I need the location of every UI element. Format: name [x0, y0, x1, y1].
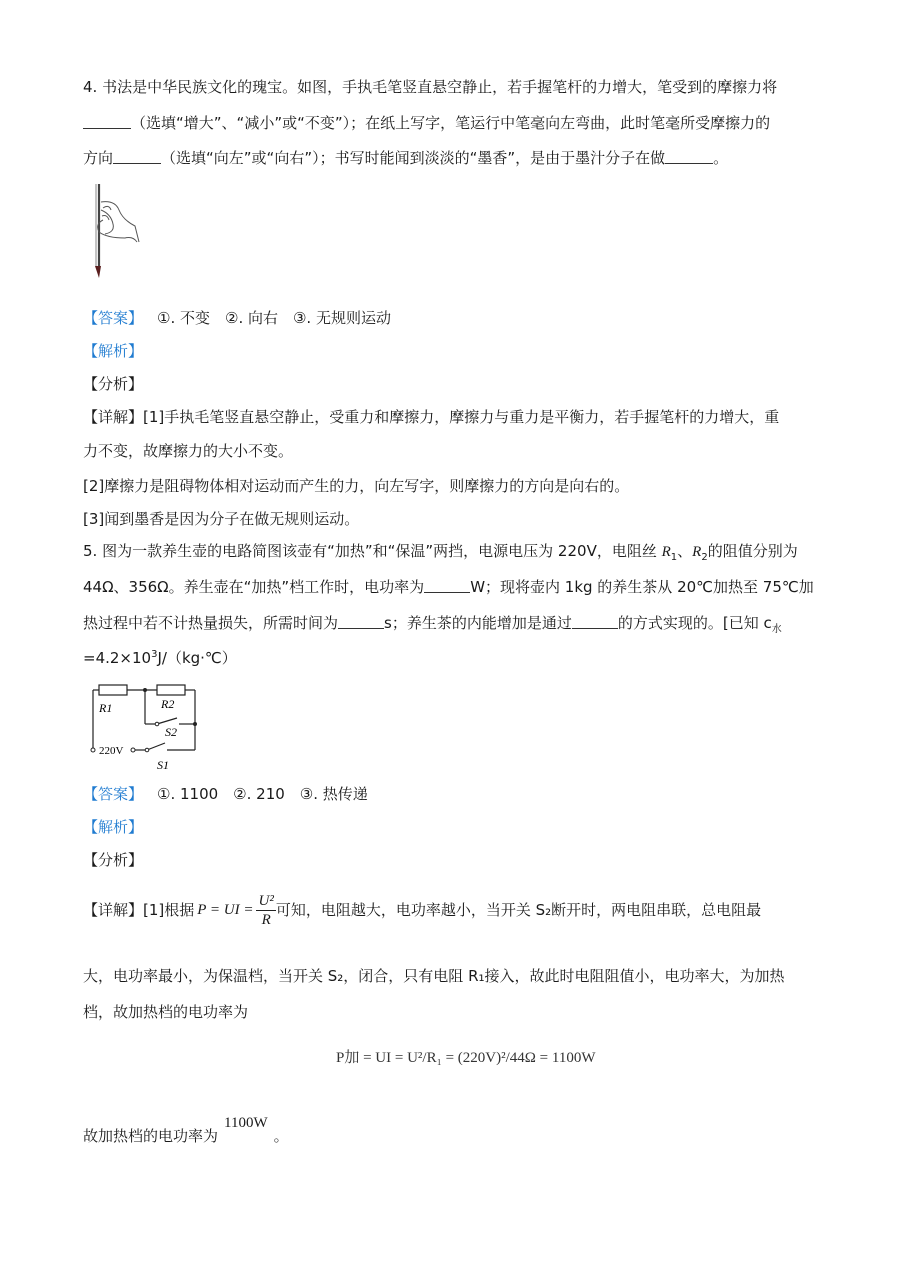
- q4-answer-line: [83, 308, 391, 328]
- q5-line3-c: 的方式实现的。[已知 c: [617, 614, 772, 632]
- brush-hand-figure: [85, 180, 145, 280]
- q5-line1: [83, 541, 798, 562]
- formula-lhs: P = UI =: [197, 902, 254, 918]
- detail-1a-pre: [1]根据: [143, 901, 195, 919]
- q5-detail-1a: [83, 888, 761, 932]
- blank-2[interactable]: [113, 149, 161, 164]
- q5-line4-b: J/（kg·℃）: [157, 649, 237, 667]
- q4-line3-b: （选填“向左”或“向右”）；书写时能闻到淡淡的“墨香”，是由于墨汁分子在做: [161, 149, 666, 167]
- voltage-label: 220V: [99, 745, 124, 757]
- q5-answer-text: ①. 1100 ②. 210 ③. 热传递: [157, 785, 368, 803]
- q5-line3-b: s；养生茶的内能增加是通过: [384, 614, 572, 632]
- q5-line1-a: 5. 图为一款养生壶的电路简图该壶有“加热”和“保温”两挡，电源电压为 220V，电阻丝: [83, 542, 662, 560]
- final-pre: 故加热档的电功率为: [83, 1127, 219, 1145]
- q5-line2-a: 44Ω、356Ω。养生壶在“加热”档工作时，电功率为: [83, 578, 425, 596]
- blank-6[interactable]: [572, 614, 618, 629]
- q4-analysis-tag: 【解析】: [83, 342, 144, 360]
- q5-line4-a: =4.2×10: [83, 649, 152, 667]
- r2-resistor: [157, 685, 185, 695]
- blank-4[interactable]: [424, 578, 470, 593]
- q4-fenxi: 【分析】: [83, 375, 144, 393]
- q4-line2: [83, 113, 770, 133]
- r2-label: R2: [161, 697, 175, 711]
- q4-line1: 4. 书法是中华民族文化的瑰宝。如图，手执毛笔竖直悬空静止，若手握笔杆的力增大，笔受到的摩擦力将: [83, 78, 778, 96]
- r2-symbol: R: [692, 544, 702, 560]
- q5-line2: [83, 577, 814, 597]
- answer-tag-2: 【答案】: [83, 785, 144, 803]
- q4-line3-a: 方向: [83, 149, 114, 167]
- q5-analysis-tag: 【解析】: [83, 818, 144, 836]
- blank-1[interactable]: [83, 114, 131, 129]
- r2-sub: 2: [701, 552, 708, 563]
- r1-sub: 1: [670, 552, 678, 563]
- r1-resistor: [99, 685, 127, 695]
- final-value: 1100W: [224, 1115, 268, 1131]
- q4-answer-text: ①. 不变 ②. 向右 ③. 无规则运动: [157, 309, 391, 327]
- q5-fenxi: 【分析】: [83, 851, 144, 869]
- c-water-sub: 水: [771, 624, 782, 635]
- sep: 、: [677, 542, 693, 560]
- final-end: 。: [273, 1127, 289, 1145]
- q4-line2-text: （选填“增大”、“减小”或“不变”）；在纸上写字，笔运行中笔毫向左弯曲，此时笔毫所受摩擦力的: [131, 114, 771, 132]
- blank-5[interactable]: [338, 614, 384, 629]
- q5-line1-b: 的阻值分别为: [707, 542, 798, 560]
- r1-label: R1: [99, 701, 113, 715]
- detail-tag: 【详解】: [83, 901, 144, 919]
- q4-detail-2: [2]摩擦力是阻碍物体相对运动而产生的力，向左写字，则摩擦力的方向是向右的。: [83, 477, 630, 495]
- q5-detail-1b: 大，电功率最小，为保温档，当开关 S₂，闭合，只有电阻 R₁接入，故此时电阻阻值小，电功率大，为加热: [83, 967, 785, 985]
- answer-tag: 【答案】: [83, 309, 144, 327]
- s1-label: S1: [157, 758, 169, 772]
- q4-detail-3: [3]闻到墨香是因为分子在做无规则运动。: [83, 510, 360, 528]
- q5-detail-1c: 档，故加热档的电功率为: [83, 1003, 249, 1021]
- big-formula: P加 = UI = U²/R₁ = (220V)²/44Ω = 1100W: [336, 1050, 596, 1066]
- circuit-diagram: [85, 680, 205, 772]
- formula-den: R: [261, 911, 271, 928]
- r1-symbol: R: [661, 544, 671, 560]
- s2-label: S2: [165, 725, 177, 739]
- formula-fraction: [256, 892, 275, 929]
- q5-final-line: [83, 1115, 289, 1147]
- exp-sup: 3: [151, 649, 158, 660]
- blank-3[interactable]: [665, 149, 713, 164]
- q5-line3-a: 热过程中若不计热量损失，所需时间为: [83, 614, 339, 632]
- q5-line2-b: W；现将壶内 1kg 的养生茶从 20℃加热至 75℃加: [470, 578, 814, 596]
- q4-line3: [83, 148, 728, 168]
- detail-1a-post: 可知，电阻越大，电功率越小，当开关 S₂断开时，两电阻串联，总电阻最: [275, 901, 762, 919]
- q4-line3-c: 。: [713, 149, 729, 167]
- q4-detail-1a: 【详解】[1]手执毛笔竖直悬空静止，受重力和摩擦力，摩擦力与重力是平衡力，若手握笔杆的力增大，重: [83, 408, 780, 426]
- formula-num: U²: [258, 892, 274, 909]
- q5-line3: [83, 613, 782, 633]
- q4-detail-1b: 力不变，故摩擦力的大小不变。: [83, 442, 294, 460]
- q5-line4: [83, 648, 237, 668]
- q5-answer-line: [83, 784, 368, 804]
